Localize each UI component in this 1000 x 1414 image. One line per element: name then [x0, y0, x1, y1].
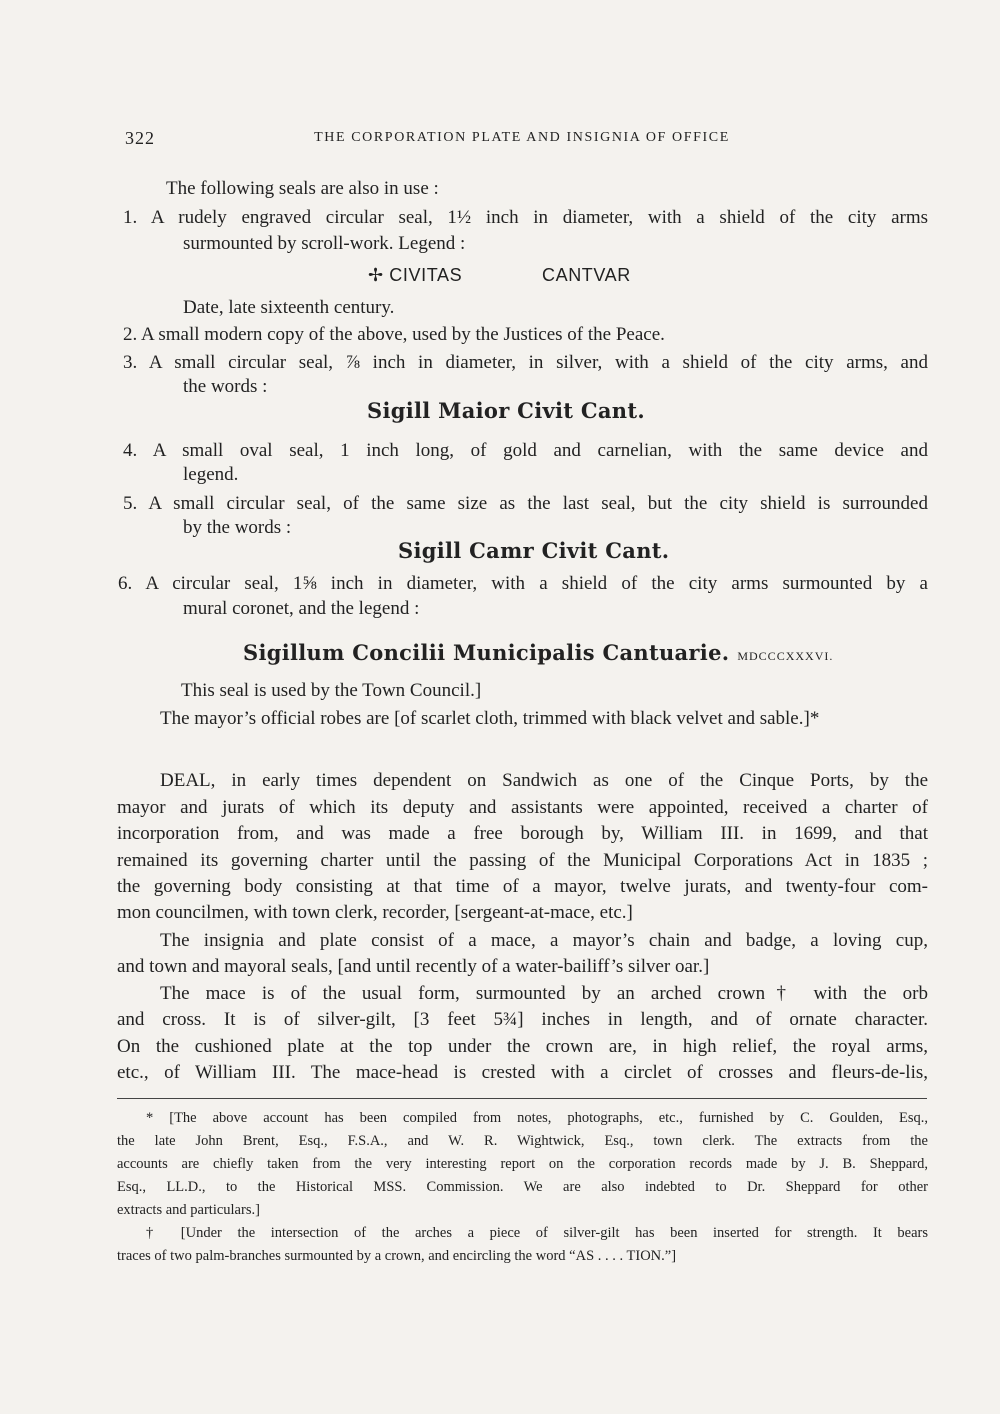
- seal-legend-blackletter: Sigill Maior Civit Cant.: [367, 398, 645, 423]
- footnote-line: Esq., LL.D., to the Historical MSS. Commission. We are also indebted to Dr. Sheppard for other: [117, 1179, 928, 1195]
- legend-text: Sigillum Concilii Municipalis Cantuarie.: [243, 640, 730, 665]
- text-line: mon councilmen, with town clerk, recorder, [sergeant-at-mace, etc.]: [117, 902, 633, 923]
- text-line: etc., of William III. The mace-head is crested with a circlet of crosses and fleurs-de-lis,: [117, 1062, 928, 1083]
- text-line: and town and mayoral seals, [and until recently of a water-bailiff’s silver oar.]: [117, 956, 710, 977]
- text-line: The mayor’s official robes are [of scarlet cloth, trimmed with black velvet and sable.]*: [160, 708, 820, 729]
- page-number: 322: [125, 128, 155, 148]
- text-line: The insignia and plate consist of a mace, a mayor’s chain and badge, a loving cup,: [160, 930, 928, 951]
- text-line: 1. A rudely engraved circular seal, 1½ inch in diameter, with a shield of the city arms: [123, 207, 928, 228]
- text-line: 2. A small modern copy of the above, used by the Justices of the Peace.: [123, 324, 665, 345]
- text-line: On the cushioned plate at the top under the crown are, in high relief, the royal arms,: [117, 1036, 928, 1057]
- text-line: This seal is used by the Town Council.]: [181, 680, 482, 701]
- seal-legend-civitas: [368, 265, 462, 286]
- text-line: and cross. It is of silver-gilt, [3 feet 5¾] inches in length, and of ornate character.: [117, 1009, 928, 1030]
- text-line: 6. A circular seal, 1⅝ inch in diameter, with a shield of the city arms surmounted by a: [118, 573, 928, 594]
- text-line: incorporation from, and was made a free borough by, William III. in 1699, and that: [117, 823, 928, 844]
- footnote-line: † [Under the intersection of the arches a piece of silver-gilt has been inserted for strength. It bears: [146, 1225, 928, 1241]
- legend-word: CIVITAS: [389, 265, 463, 285]
- running-title: THE CORPORATION PLATE AND INSIGNIA OF OFFICE: [314, 130, 730, 145]
- text-line: 3. A small circular seal, ⅞ inch in diameter, in silver, with a shield of the city arms, and: [123, 352, 928, 373]
- text-line: the governing body consisting at that time of a mayor, twelve jurats, and twenty-four com-: [117, 876, 928, 897]
- text-line: mayor and jurats of which its deputy and assistants were appointed, received a charter of: [117, 797, 928, 818]
- text-line: 4. A small oval seal, 1 inch long, of gold and carnelian, with the same device and: [123, 440, 928, 461]
- text-line: DEAL, in early times dependent on Sandwich as one of the Cinque Ports, by the: [160, 770, 928, 791]
- footnote-line: extracts and particulars.]: [117, 1202, 260, 1218]
- page-header: [117, 128, 927, 152]
- footnote-line: the late John Brent, Esq., F.S.A., and W. R. Wightwick, Esq., town clerk. The extracts from the: [117, 1133, 928, 1149]
- footnote-line: traces of two palm-branches surmounted by a crown, and encircling the word “AS . . . . TION.”]: [117, 1248, 677, 1264]
- footnote-line: * [The above account has been compiled from notes, photographs, etc., furnished by C. Goulden, Esq.,: [146, 1110, 928, 1126]
- text-line: Date, late sixteenth century.: [183, 297, 395, 318]
- seal-legend-blackletter: Sigill Camr Civit Cant.: [398, 538, 670, 563]
- text-line: surmounted by scroll-work. Legend :: [183, 233, 466, 254]
- text-line: legend.: [183, 464, 239, 485]
- text-line: by the words :: [183, 517, 292, 538]
- seal-legend-blackletter: [243, 640, 833, 665]
- text-line: mural coronet, and the legend :: [183, 598, 420, 619]
- text-line: The following seals are also in use :: [166, 178, 439, 199]
- text-line: 5. A small circular seal, of the same size as the last seal, but the city shield is surrounded: [123, 493, 928, 514]
- text-line: remained its governing charter until the passing of the Municipal Corporations Act in 1835 ;: [117, 850, 928, 871]
- cross-icon: ✢: [368, 265, 384, 285]
- text-line: The mace is of the usual form, surmounted by an arched crown† with the orb: [160, 983, 928, 1004]
- legend-word: CANTVAR: [542, 265, 631, 285]
- text-line: the words :: [183, 376, 268, 397]
- footnote-divider: [117, 1098, 927, 1099]
- legend-date: MDCCCXXXVI.: [737, 649, 834, 663]
- footnote-line: accounts are chiefly taken from the very interesting report on the corporation records made by J. B. Sheppard,: [117, 1156, 928, 1172]
